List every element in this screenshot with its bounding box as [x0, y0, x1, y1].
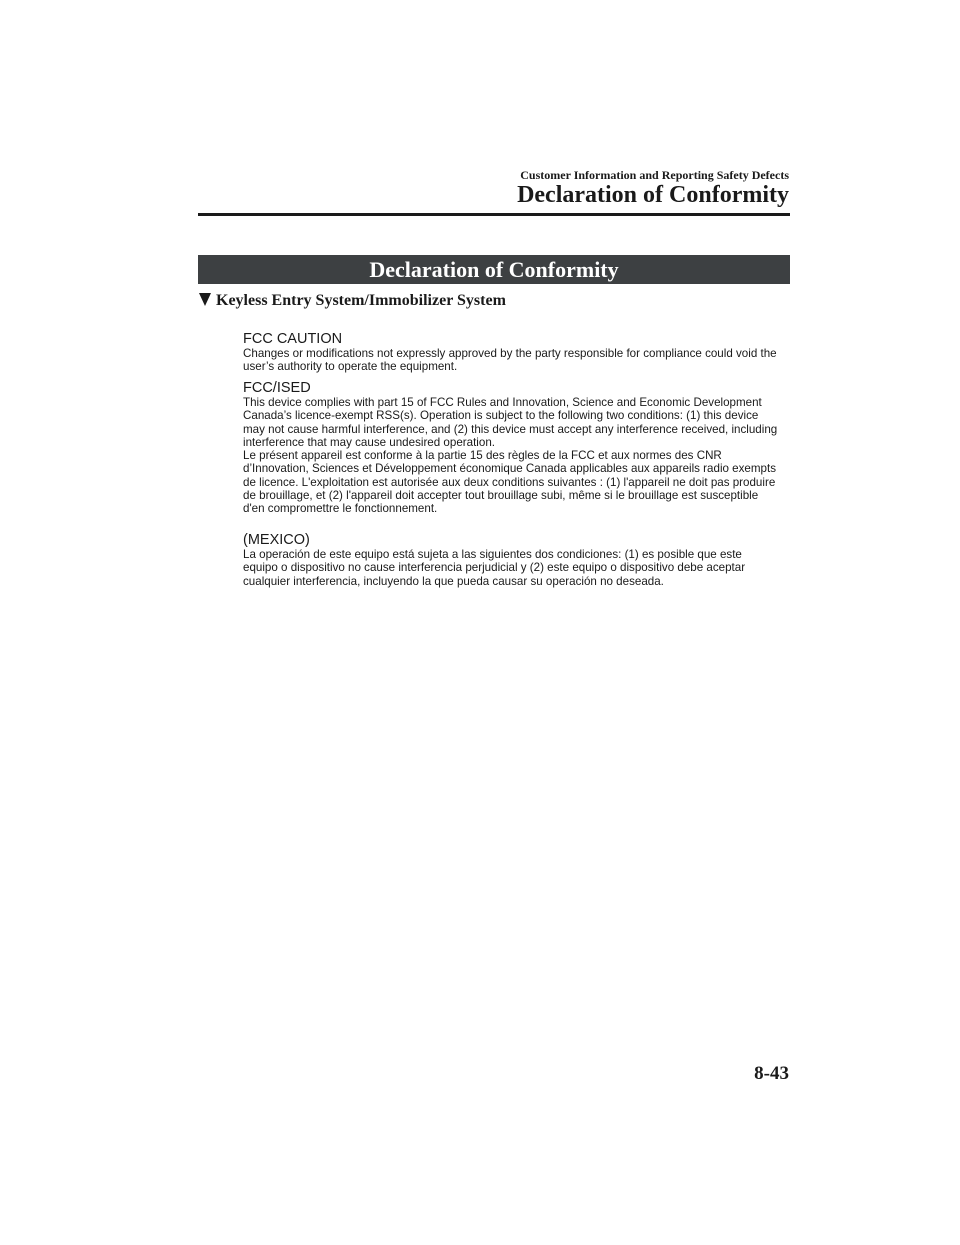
- mexico-block: [243, 532, 778, 588]
- chapter-title: Customer Information and Reporting Safety Defects: [520, 168, 789, 182]
- section-title: Declaration of Conformity: [517, 182, 789, 208]
- triangle-down-icon: [199, 293, 211, 306]
- subheading-text: Keyless Entry System/Immobilizer System: [216, 292, 506, 309]
- block-body: Changes or modifications not expressly approved by the party responsible for compliance could void the user’s authority to operate the equipment.: [243, 347, 777, 374]
- header-divider: [198, 213, 790, 216]
- block-title: (MEXICO): [243, 532, 310, 548]
- section-banner: Declaration of Conformity: [198, 255, 790, 284]
- block-body-french: Le présent appareil est conforme à la partie 15 des règles de la FCC et aux normes des CNR d’Innovation, Sciences et Développement économique Canada applicables aux appareils radio exempts de licence. L'exploitation est autorisée aux deux conditions suivantes : (1) l'appareil ne doit pas produire de brouillage, et (2) l'appareil doit accepter tout brouillage subi, même si le brouillage est susceptible d'en compromettre le fonctionnement.: [243, 449, 777, 516]
- block-body: La operación de este equipo está sujeta a las siguientes dos condiciones: (1) es posible que este equipo o dispositivo no cause interferencia perjudicial y (2) este equipo o dispositivo debe aceptar cualquier interferencia, incluyendo la que pueda causar su operación no deseada.: [243, 548, 746, 588]
- subheading: [199, 292, 506, 310]
- block-title: FCC CAUTION: [243, 331, 343, 347]
- fcc-ised-block: [243, 380, 778, 516]
- fcc-caution-block: [243, 331, 778, 374]
- block-title: FCC/ISED: [243, 380, 311, 396]
- page-number: 8-43: [754, 1063, 789, 1084]
- block-body: This device complies with part 15 of FCC Rules and Innovation, Science and Economic Development Canada’s licence-exempt RSS(s). Operation is subject to the following two conditions: (1) this device may not cause harmful interference, and (2) this device must accept any interference received, including interference that may cause undesired operation.: [243, 396, 778, 449]
